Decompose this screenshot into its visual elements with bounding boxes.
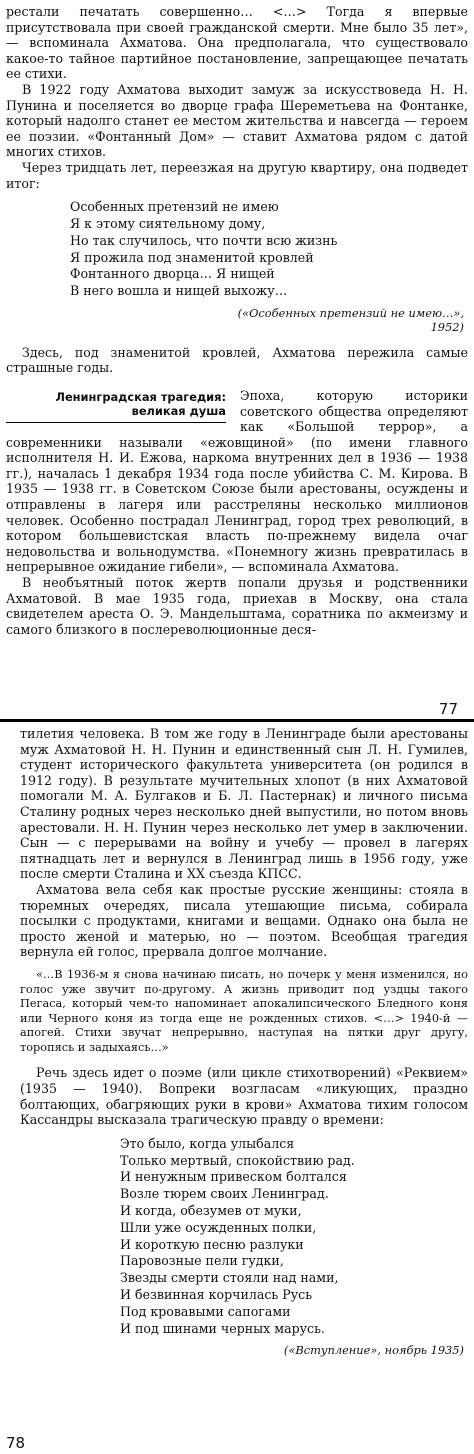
poem-source-title: («Особенных претензий не имею…», bbox=[237, 305, 464, 320]
side-heading-line: великая душа bbox=[131, 403, 226, 418]
poem-source: («Вступление», ноябрь 1935) bbox=[283, 1343, 464, 1358]
poem-line: Я прожила под знаменитой кровлей bbox=[70, 249, 314, 265]
paragraph: Эпоха, которую историки советского общества определяют как «Большой террор», а современники называли «ежовщиной» (по имени главного исполнителя Н. И. Ежова, наркома внутренних дел в 1936 — 1938 гг.), началась 1 декабря 1934 года после убийства С. М. Кирова. В 1935 — 1938 гг. в Советском Союзе были арестованы, осуждены и отправлены в лагеря или расстреляны несколько миллионов человек. Особенно пострадал Ленинград, город трех революций, в котором большевистская власть по-прежнему видела очаг недовольства и вольнодумства. «Понемногу жизнь превратилась в непрерывное ожидание гибели», — вспоминала Ахматова. bbox=[6, 387, 468, 575]
poem-line: Возле тюрем своих Ленинград. bbox=[120, 1186, 329, 1202]
poem-stanza bbox=[70, 199, 468, 300]
poem-line: Звезды смерти стояли над нами, bbox=[120, 1270, 339, 1286]
poem-source bbox=[6, 306, 464, 335]
poem-line: И короткую песню разлуки bbox=[120, 1236, 304, 1252]
page-number: 78 bbox=[6, 1434, 26, 1452]
poem-line: Фонтанного дворца… Я нищей bbox=[70, 266, 275, 282]
page-number: 77 bbox=[438, 700, 458, 718]
paragraph: Ахматова вела себя как простые русские женщины: стояла в тюремных очередях, писала утешающие письма, собирала посылки с продуктами, книгами и вещами. Однако она была не просто женой и матерью, но — поэтом. Всеобщая трагедия вернула ей голос, прервала долгое молчание. bbox=[20, 881, 468, 960]
paragraph: В 1922 году Ахматова выходит замуж за искусствоведа Н. Н. Пунина и поселяется во дворце графа Шереметьева на Фонтанке, который надолго станет ее местом жительства и навсегда — героем ее поэзии. «Фонтанный Дом» — ставит Ахматова рядом с датой многих стихов. bbox=[6, 81, 468, 160]
poem-line: В него вошла и нищей выхожу… bbox=[70, 283, 288, 299]
poem-line: Я к этому сиятельному дому, bbox=[70, 215, 266, 231]
poem-line: И когда, обезумев от муки, bbox=[120, 1203, 302, 1219]
poem-stanza bbox=[120, 1136, 468, 1338]
poem-line: И безвинная корчилась Русь bbox=[120, 1287, 313, 1303]
side-heading-line: Ленинградская трагедия: bbox=[55, 389, 226, 404]
poem-line: Паровозные пели гудки, bbox=[120, 1253, 284, 1269]
paragraph: Через тридцать лет, переезжая на другую квартиру, она подведет итог: bbox=[6, 159, 468, 191]
poem-line: Особенных претензий не имею bbox=[70, 199, 279, 215]
paragraph: тилетия человека. В том же году в Ленинграде были арестованы муж Ахматовой Н. Н. Пунин и единственный сын Л. Н. Гумилев, студент исторического факультета университета (он родился в 1912 году). В результате мучительных хлопот (в них Ахматовой помогали М. А. Булгаков и Б. Л. Пастернак) и личного письма Сталину родных через несколько дней выпустили, но потом вновь арестовали. Н. Н. Пунин через несколько лет умер в заключении. Сын — с перерывами на войну и учебу — провел в лагерях пятнадцать лет и вернулся в Ленинград лишь в 1956 году, уже после смерти Сталина и XX съезда КПСС. bbox=[20, 726, 468, 882]
poem-line: И под шинами черных марусь. bbox=[120, 1320, 325, 1336]
poem-line: Только мертвый, спокойствию рад. bbox=[120, 1152, 355, 1168]
poem-line: И ненужным привеском болтался bbox=[120, 1169, 347, 1185]
page-78-text-column bbox=[20, 726, 468, 1368]
paragraph: Речь здесь идет о поэме (или цикле стихотворений) «Реквием» (1935 — 1940). Вопреки возгласам «ликующих, праздно болтающих, обагряющих руки в крови» Ахматова тихим голосом Кассандры высказала трагическую правду о времени: bbox=[20, 1065, 468, 1128]
book-page-78 bbox=[0, 722, 474, 1454]
page-77-text-column bbox=[6, 4, 468, 637]
quotation: «…В 1936-м я снова начинаю писать, но почерк у меня изменился, но голос уже звучит по-другому. А жизнь приводит под уздцы такого Пегаса, который чем-то напоминает апокалипсического Бледного коня или Черного коня из тогда еще не рожденных стихов. <…> 1940-й — апогей. Стихи звучат непрерывно, наступая на пятки друг другу, торопясь и задыхаясь…» bbox=[20, 967, 468, 1054]
poem-line: Шли уже осужденных полки, bbox=[120, 1219, 317, 1235]
poem-line: Это было, когда улыбался bbox=[120, 1135, 295, 1151]
section-side-heading bbox=[6, 390, 226, 423]
paragraph: рестали печатать совершенно… <…> Тогда я впервые присутствовала при своей гражданской смерти. Мне было 35 лет», — вспоминала Ахматова. Она предполагала, что существовало какое-то тайное партийное постановление, запрещающее печатать ее стихи. bbox=[6, 4, 468, 82]
paragraph: Здесь, под знаменитой кровлей, Ахматова пережила самые страшные годы. bbox=[6, 344, 468, 376]
poem-source-year: 1952) bbox=[430, 320, 464, 335]
paragraph: В необъятный поток жертв попали друзья и родственники Ахматовой. В мае 1935 года, приехав в Москву, она стала свидетелем ареста О. Э. Мандельштама, соратника по акмеизму и самого близкого в послереволюционные деся- bbox=[6, 575, 468, 637]
book-page-77 bbox=[0, 0, 474, 722]
poem-line: Но так случилось, что почти всю жизнь bbox=[70, 232, 338, 248]
poem-line: Под кровавыми сапогами bbox=[120, 1303, 291, 1319]
